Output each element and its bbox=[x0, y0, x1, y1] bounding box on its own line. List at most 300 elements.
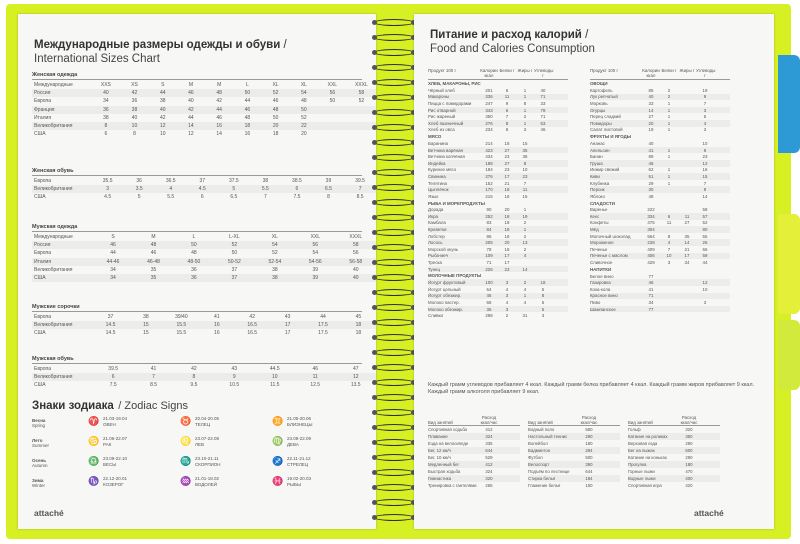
zodiac-label bbox=[103, 456, 127, 467]
food-cell: Печенье bbox=[590, 246, 608, 252]
zodiac-sign bbox=[272, 416, 312, 427]
spiral-coil bbox=[372, 453, 416, 463]
spiral-coil bbox=[372, 198, 416, 208]
size-cell: 50 bbox=[329, 98, 336, 105]
size-cell: 46 bbox=[150, 250, 157, 257]
spiral-coil bbox=[372, 468, 416, 478]
food-table-header bbox=[590, 68, 730, 80]
zodiac-date: 21.06-22.07 bbox=[103, 436, 128, 441]
size-cell: 50 bbox=[174, 241, 214, 249]
zodiac-sign bbox=[272, 476, 311, 487]
size-cell: 52 bbox=[214, 241, 254, 249]
food-cell: 58 bbox=[702, 253, 708, 259]
food-cell: 2 bbox=[523, 246, 527, 252]
spiral-coil bbox=[372, 258, 416, 268]
food-cell: 564 bbox=[647, 233, 655, 239]
zodiac-date: 23.09-22.10 bbox=[103, 456, 128, 461]
food-cell: 1 bbox=[523, 227, 527, 233]
activity-header-kcal: Расход ккал/час bbox=[480, 415, 498, 425]
food-table-header bbox=[428, 68, 568, 80]
food-cell: 3 bbox=[667, 260, 671, 266]
zodiac-label bbox=[287, 436, 311, 447]
spiral-coil bbox=[372, 378, 416, 388]
spiral-coil bbox=[372, 438, 416, 448]
size-cell: 52 bbox=[358, 98, 365, 105]
food-cell: 53 bbox=[540, 120, 546, 126]
food-cell: 34 bbox=[684, 260, 690, 266]
zodiac-name: СТРЕЛЕЦ bbox=[287, 461, 309, 467]
food-cell: 1 bbox=[667, 114, 671, 120]
food-cell: 46 bbox=[648, 280, 654, 286]
food-row bbox=[590, 293, 730, 300]
activity-name: Катание на коньках bbox=[628, 455, 667, 460]
activity-kcal: 290 bbox=[685, 455, 693, 460]
food-row bbox=[428, 239, 568, 246]
food-cell: 46 bbox=[486, 293, 492, 299]
size-row-label: Россия bbox=[32, 241, 93, 249]
activity-kcal: 180 bbox=[585, 441, 593, 446]
brand-logo-right: attaché bbox=[694, 508, 724, 518]
food-cell: 14 bbox=[702, 193, 708, 199]
divider-tab-blue[interactable] bbox=[778, 55, 800, 153]
food-row bbox=[428, 246, 568, 253]
size-cell: 16 bbox=[214, 330, 220, 337]
season-label bbox=[32, 458, 48, 468]
food-cell: 9 bbox=[505, 100, 509, 106]
size-row-label: Великобритания bbox=[34, 266, 73, 273]
size-cell: 48 bbox=[205, 89, 233, 97]
food-cell: 3 bbox=[505, 293, 509, 299]
food-row bbox=[590, 253, 730, 260]
activity-kcal: 600 bbox=[685, 448, 693, 453]
food-category: РЫБА И МОРЕПРОДУКТЫ bbox=[428, 200, 485, 206]
size-row-label: Европа bbox=[34, 98, 52, 105]
size-cell: 7 bbox=[344, 185, 376, 193]
food-cell: 33 bbox=[648, 100, 654, 106]
food-cell: 234 bbox=[485, 127, 493, 133]
size-cell: 56 bbox=[295, 241, 335, 249]
food-cell: Киви bbox=[590, 173, 600, 179]
food-category: ХЛЕБ, МАКАРОНЫ, РИС bbox=[428, 81, 481, 86]
size-cell: 39 bbox=[325, 178, 332, 185]
food-row bbox=[590, 153, 730, 160]
size-row bbox=[32, 365, 376, 373]
food-cell: 9 bbox=[703, 187, 707, 193]
size-row bbox=[32, 122, 376, 130]
activity-row bbox=[528, 468, 620, 475]
size-cell: 37 bbox=[231, 266, 238, 273]
food-cell: 89 bbox=[648, 154, 654, 160]
food-cell: 3 bbox=[541, 313, 545, 319]
food-row bbox=[590, 213, 730, 220]
activity-kcal: 320 bbox=[485, 476, 493, 481]
food-cell: 5 bbox=[541, 306, 545, 312]
zodiac-symbol-icon: ♑ bbox=[88, 476, 100, 486]
food-cell: 20 bbox=[504, 240, 510, 246]
food-cell: 10 bbox=[666, 253, 672, 259]
food-cell: 68 bbox=[486, 300, 492, 306]
activity-name: Прогулка bbox=[628, 462, 647, 467]
food-cell: 10 bbox=[702, 286, 708, 292]
size-cell: 17 bbox=[270, 321, 305, 329]
food-cell: Йогурт обезжир. bbox=[428, 293, 462, 299]
food-header-cell: Продукт 100 г bbox=[428, 68, 457, 73]
size-cell: 6 bbox=[281, 185, 313, 193]
food-cell: Белое вино bbox=[590, 273, 614, 279]
food-cell: 336 bbox=[485, 94, 493, 100]
food-cell: 34 bbox=[648, 300, 654, 306]
food-cell: 4 bbox=[523, 300, 527, 306]
food-cell: Телятина bbox=[428, 180, 448, 186]
food-cell: 8 bbox=[523, 160, 527, 166]
size-cell: 18 bbox=[233, 122, 261, 130]
food-cell: 2 bbox=[523, 220, 527, 226]
size-row-label: США bbox=[32, 274, 93, 282]
size-cell: 7.5 bbox=[293, 194, 301, 201]
size-cell: 14 bbox=[177, 122, 205, 130]
spiral-coil bbox=[372, 93, 416, 103]
spiral-coil bbox=[372, 273, 416, 283]
sizes-header: Международные размеры одежды и обуви / International Sizes Chart bbox=[34, 39, 287, 65]
size-cell: 15 bbox=[143, 330, 149, 337]
food-cell: 406 bbox=[647, 253, 655, 259]
zodiac-symbol-icon: ♊ bbox=[272, 416, 284, 426]
spiral-coil bbox=[372, 228, 416, 238]
spiral-coil bbox=[372, 348, 416, 358]
food-title-en: Food and Calories Consumption bbox=[430, 43, 595, 55]
size-cell: 5.5 bbox=[250, 185, 281, 193]
size-table bbox=[32, 233, 376, 282]
size-cell: 16 bbox=[199, 321, 234, 329]
size-row bbox=[32, 97, 376, 105]
food-cell: 66 bbox=[702, 246, 708, 252]
size-row-label: Великобритания bbox=[32, 321, 93, 329]
food-cell: 40 bbox=[540, 87, 546, 93]
zodiac-label bbox=[195, 436, 219, 447]
size-row-label: Великобритания bbox=[32, 373, 93, 381]
activity-kcal: 284 bbox=[585, 448, 593, 453]
food-row bbox=[428, 312, 568, 319]
activity-kcal: 500 bbox=[585, 455, 593, 460]
food-cell: 18 bbox=[504, 233, 510, 239]
food-cell: 170 bbox=[485, 187, 493, 193]
food-cell: 23 bbox=[504, 167, 510, 173]
food-cell: Молоко пастер. bbox=[428, 300, 460, 306]
food-cell: 4 bbox=[667, 240, 671, 246]
food-cell: 11 bbox=[504, 94, 510, 100]
food-cell: 17 bbox=[504, 260, 510, 266]
food-cell: Цыплёнок bbox=[428, 187, 449, 193]
food-cell: 343 bbox=[485, 107, 493, 113]
size-cell: 8 bbox=[92, 122, 121, 130]
spiral-coil bbox=[372, 408, 416, 418]
spiral-coil bbox=[372, 123, 416, 133]
season-label bbox=[32, 418, 45, 428]
right-page bbox=[414, 14, 774, 529]
size-cell: 34 bbox=[110, 266, 116, 273]
food-cell: Красное вино bbox=[590, 293, 618, 299]
zodiac-symbol-icon: ♈ bbox=[88, 416, 100, 426]
zodiac-label bbox=[103, 476, 127, 487]
zodiac-symbol-icon: ♉ bbox=[180, 416, 192, 426]
food-cell: 16 bbox=[702, 167, 708, 173]
zodiac-label bbox=[287, 456, 311, 467]
size-cell bbox=[318, 114, 347, 122]
size-cell: 47 bbox=[352, 366, 359, 373]
size-section bbox=[32, 224, 376, 282]
food-cell: Креветки bbox=[428, 227, 447, 233]
food-cell: 18 bbox=[504, 227, 510, 233]
spiral-coil bbox=[372, 483, 416, 493]
size-cell: 46 bbox=[177, 89, 205, 97]
activity-row bbox=[428, 433, 520, 440]
food-cell: 298 bbox=[485, 313, 493, 319]
food-cell: 152 bbox=[485, 180, 493, 186]
food-row bbox=[428, 127, 568, 134]
size-cell: 8.5 bbox=[150, 382, 158, 389]
size-cell: 56 bbox=[352, 250, 359, 257]
size-row-label: Италия bbox=[34, 114, 52, 121]
food-cell: Сливки bbox=[428, 313, 443, 319]
food-cell: Инжир свежий bbox=[590, 167, 620, 173]
food-row bbox=[428, 153, 568, 160]
size-cell: 14 bbox=[216, 131, 222, 138]
size-row-label: Великобритания bbox=[32, 122, 92, 130]
food-row bbox=[428, 299, 568, 306]
zodiac-name: ЛЕВ bbox=[195, 441, 204, 447]
food-cell: 2 bbox=[667, 87, 671, 93]
food-cell: 1 bbox=[667, 154, 671, 160]
size-cell: 38 bbox=[159, 98, 166, 105]
activity-header bbox=[628, 414, 720, 426]
zodiac-date: 21.05-20.06 bbox=[287, 416, 312, 421]
size-cell: 38 bbox=[120, 106, 148, 114]
season-en: Winter bbox=[32, 483, 46, 488]
size-cell: 54-56 bbox=[295, 258, 335, 266]
size-cell: 36 bbox=[174, 274, 214, 282]
food-cell: 11 bbox=[684, 213, 690, 219]
zodiac-date: 23.10-21.11 bbox=[195, 456, 219, 461]
food-row bbox=[428, 207, 568, 214]
zodiac-name: ОВЕН bbox=[103, 421, 116, 427]
activity-row bbox=[428, 454, 520, 461]
food-cell: 6 bbox=[505, 107, 509, 113]
food-cell: 20 bbox=[504, 207, 510, 213]
food-cell: 1 bbox=[523, 120, 527, 126]
activity-row bbox=[428, 461, 520, 468]
food-cell: 11 bbox=[666, 220, 672, 226]
size-row-label: США bbox=[34, 330, 46, 337]
activity-name: Футбол bbox=[528, 455, 543, 460]
spiral-coil bbox=[372, 318, 416, 328]
food-row bbox=[590, 167, 730, 174]
food-cell: 5 bbox=[703, 114, 707, 120]
food-cell: 18 bbox=[504, 187, 510, 193]
activity-name: Быстрая ходьба bbox=[428, 469, 461, 474]
food-cell: 62 bbox=[648, 167, 654, 173]
size-cell: 17.5 bbox=[305, 321, 341, 329]
size-section bbox=[32, 72, 376, 138]
zodiac-sign bbox=[272, 436, 311, 447]
food-cell: Мёд bbox=[590, 227, 599, 233]
food-cell: 6 bbox=[505, 87, 509, 93]
food-cell: 3 bbox=[505, 306, 509, 312]
food-cell: 14 bbox=[684, 240, 690, 246]
zodiac-date: 23.08-22.09 bbox=[287, 436, 312, 441]
size-cell: 18 bbox=[341, 321, 376, 329]
divider-tab-lime[interactable] bbox=[778, 320, 800, 390]
zodiac-sign bbox=[88, 476, 127, 487]
food-cell: 214 bbox=[485, 140, 493, 146]
food-row bbox=[590, 186, 730, 193]
food-cell: Индейка bbox=[428, 160, 446, 166]
zodiac-label bbox=[195, 456, 221, 467]
size-cell: 41 bbox=[150, 366, 157, 373]
food-cell: 48 bbox=[648, 193, 654, 199]
size-row bbox=[32, 266, 376, 274]
food-cell: 14 bbox=[522, 266, 528, 272]
food-cell: 475 bbox=[647, 220, 655, 226]
food-cell: 188 bbox=[485, 160, 493, 166]
zodiac-name: КОЗЕРОГ bbox=[103, 481, 124, 487]
size-cell: XXXL bbox=[354, 82, 368, 89]
food-cell: 38 bbox=[522, 154, 528, 160]
food-cell: Апельсин bbox=[590, 147, 610, 153]
size-row-label: Европа bbox=[34, 314, 52, 321]
activity-row bbox=[428, 468, 520, 475]
size-cell: 12 bbox=[335, 373, 376, 381]
food-cell: 1 bbox=[667, 167, 671, 173]
food-cell: 15 bbox=[522, 193, 528, 199]
food-cell: Помидоры bbox=[590, 120, 612, 126]
spiral-coil bbox=[372, 18, 416, 28]
size-row bbox=[32, 106, 376, 114]
food-header-cell: Углеводы г bbox=[534, 68, 554, 78]
food-category: ОВОЩИ bbox=[590, 81, 608, 86]
food-cell: 90 bbox=[486, 207, 492, 213]
activity-row bbox=[528, 475, 620, 482]
food-cell: 1 bbox=[667, 180, 671, 186]
food-cell: 71 bbox=[540, 94, 546, 100]
size-cell bbox=[318, 122, 347, 130]
divider-tab-yellow[interactable] bbox=[778, 214, 800, 314]
spiral-coil bbox=[372, 303, 416, 313]
activity-row bbox=[528, 447, 620, 454]
zodiac-name: ВЕСЫ bbox=[103, 461, 117, 467]
food-cell: 1 bbox=[667, 147, 671, 153]
activity-name: Плавание bbox=[428, 434, 448, 439]
zodiac-sign bbox=[180, 456, 221, 467]
food-cell: Морковь bbox=[590, 100, 608, 106]
food-cell: Конфеты bbox=[590, 220, 609, 226]
food-row bbox=[428, 180, 568, 187]
food-cell: 1 bbox=[667, 127, 671, 133]
food-cell: 8 bbox=[505, 127, 509, 133]
food-cell: 40 bbox=[648, 140, 654, 146]
size-row bbox=[32, 130, 376, 138]
size-row bbox=[32, 193, 376, 201]
size-cell bbox=[318, 106, 347, 114]
food-row bbox=[590, 226, 730, 233]
season-ru: Весна bbox=[32, 418, 46, 423]
food-cell: 1 bbox=[667, 120, 671, 126]
size-cell: 46 bbox=[93, 241, 133, 249]
food-cell: Пиво bbox=[590, 300, 601, 306]
size-cell: 56-58 bbox=[336, 258, 376, 266]
zodiac-date: 22.12-20.01 bbox=[103, 476, 128, 481]
food-cell: 10 bbox=[702, 140, 708, 146]
size-row bbox=[32, 321, 376, 329]
size-cell: 4 bbox=[155, 185, 187, 193]
food-cell: 1 bbox=[523, 293, 527, 299]
zodiac-date: 21.01-18.02 bbox=[195, 476, 220, 481]
size-cell: 42 bbox=[159, 114, 166, 121]
food-row bbox=[428, 293, 568, 300]
activity-name: Стирка белья bbox=[528, 476, 556, 481]
size-cell: 6.5 bbox=[230, 194, 238, 201]
size-cell: 10.5 bbox=[229, 382, 240, 389]
activity-kcal: 324 bbox=[485, 469, 493, 474]
food-cell: 21 bbox=[684, 246, 690, 252]
size-row-label: Европа bbox=[34, 250, 52, 257]
activity-kcal: 350 bbox=[685, 434, 693, 439]
size-cell: 8.5 bbox=[356, 194, 364, 201]
size-cell: 38 bbox=[255, 274, 295, 282]
zodiac-name: РЫБЫ bbox=[287, 481, 301, 487]
size-cell: 40 bbox=[188, 98, 194, 105]
food-row bbox=[590, 259, 730, 266]
size-cell: 40 bbox=[352, 266, 359, 273]
size-cell: 38 bbox=[103, 114, 109, 121]
size-cell: 58 bbox=[347, 89, 376, 97]
size-cell: 38 bbox=[262, 178, 269, 185]
food-cell: Свинина bbox=[428, 173, 446, 179]
food-cell: Рис отварной bbox=[428, 107, 456, 113]
food-row bbox=[590, 306, 730, 313]
food-cell: 27 bbox=[648, 114, 654, 120]
food-category: МОЛОЧНЫЕ ПРОДУКТЫ bbox=[428, 273, 482, 279]
spiral-coil bbox=[372, 63, 416, 73]
food-cell: 8 bbox=[505, 120, 509, 126]
activity-row bbox=[628, 426, 720, 433]
size-cell: 52-54 bbox=[255, 258, 295, 266]
food-cell: Печенье с маслом bbox=[590, 253, 628, 259]
food-cell: Кока-кола bbox=[590, 286, 611, 292]
food-cell: 46 bbox=[540, 127, 546, 133]
activity-row bbox=[528, 433, 620, 440]
activity-row bbox=[628, 475, 720, 482]
activity-kcal: 644 bbox=[585, 469, 593, 474]
size-cell: 44 bbox=[205, 106, 233, 114]
food-cell: 27 bbox=[504, 160, 510, 166]
food-cell: 4 bbox=[505, 286, 509, 292]
activity-kcal: 580 bbox=[585, 427, 593, 432]
calorie-note: Каждый грамм углеводов прибавляет 4 ккал. Каждый грамм белка прибавляет 4 ккал. Каждый грамм жиров прибавляет 9 ккал. Каждый грамм алкоголя прибавляет 9 ккал. bbox=[428, 382, 755, 395]
food-cell: Мороженое bbox=[590, 240, 614, 246]
size-cell: 46-48 bbox=[133, 258, 173, 266]
size-cell: 16.5 bbox=[247, 330, 258, 337]
activity-kcal: 320 bbox=[685, 427, 693, 432]
size-cell: 39/40 bbox=[175, 314, 188, 321]
food-cell: 2 bbox=[505, 313, 509, 319]
activity-header bbox=[528, 414, 620, 426]
food-cell: 18 bbox=[540, 280, 546, 286]
size-cell: 35 bbox=[150, 266, 157, 273]
food-table-left bbox=[428, 68, 568, 319]
size-table bbox=[32, 313, 376, 338]
activity-name: Тренировка с гантелями bbox=[428, 483, 477, 488]
activity-kcal: 412 bbox=[485, 462, 493, 467]
